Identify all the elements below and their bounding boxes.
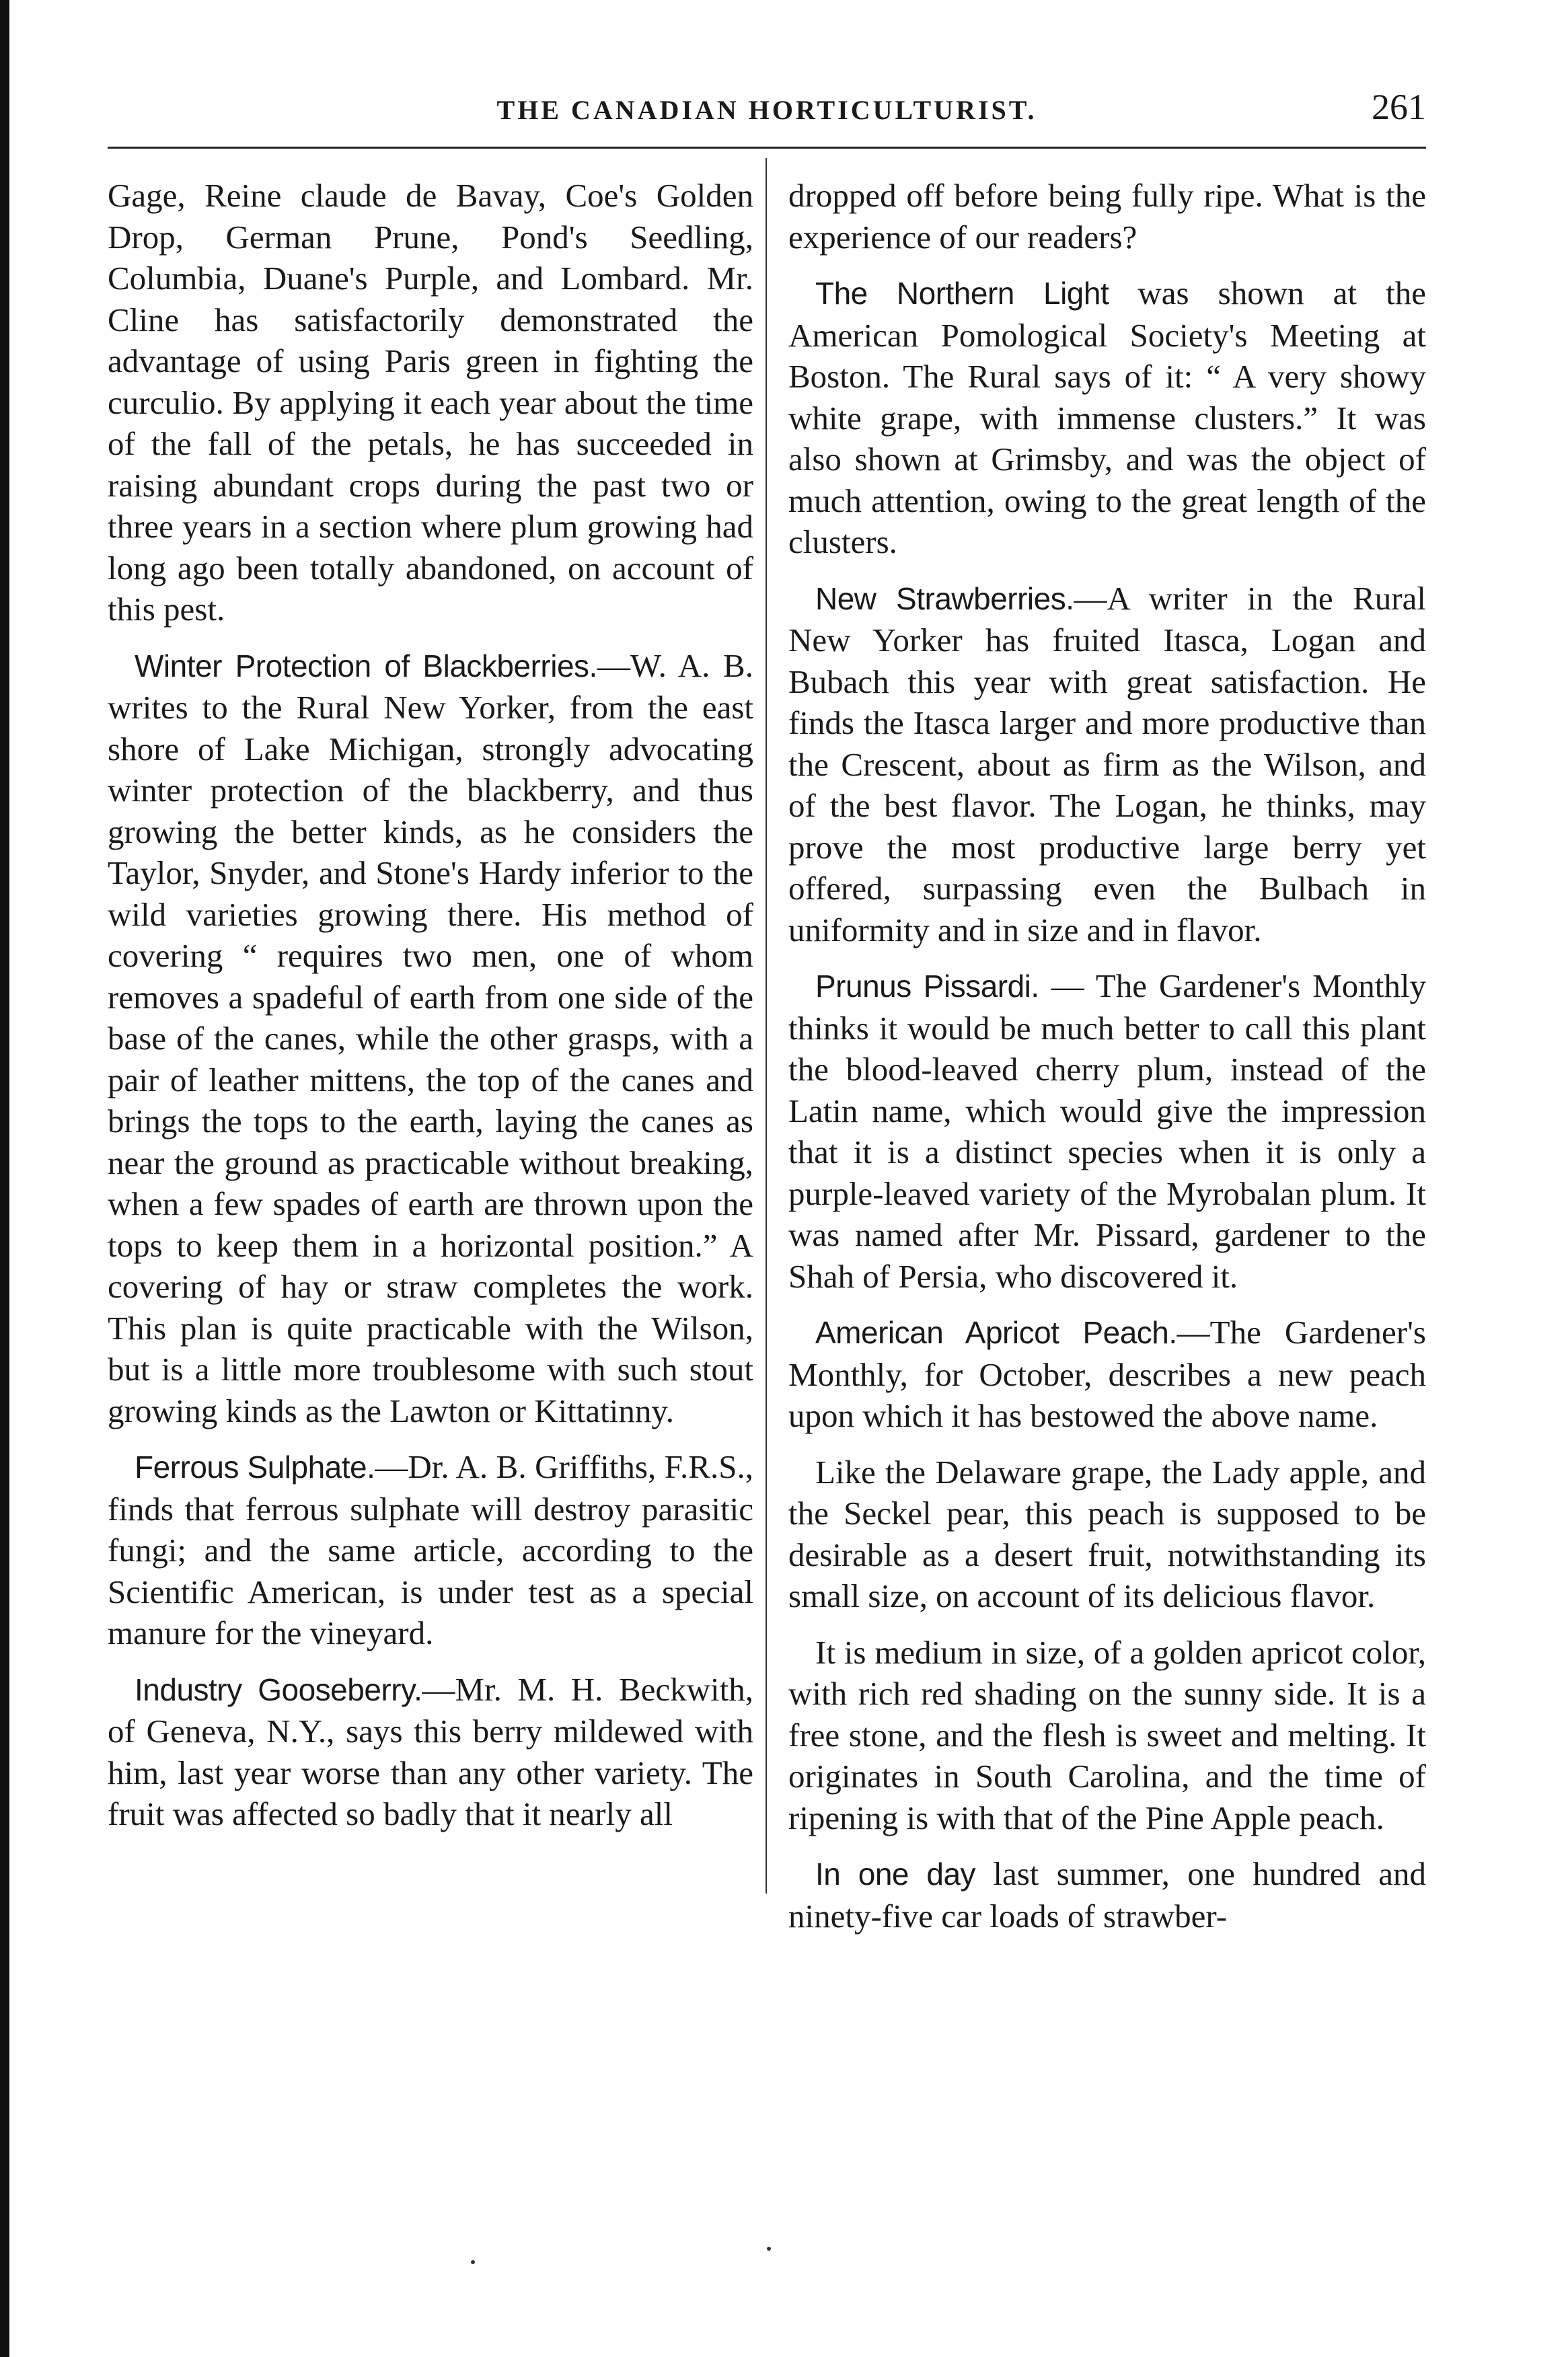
paragraph-delaware: Like the Delaware grape, the Lady apple, and the Seckel pear, this peach is supposed to be desirable as a desert fruit, notwithstanding its small size, on account of its delicious flavor.: [788, 1453, 1426, 1614]
journal-title: THE CANADIAN HORTICULTURIST.: [496, 95, 1037, 125]
paragraph-one-day: [788, 1853, 1426, 1937]
body-apricot-peach: —The Gardener's Monthly, for October, describes a new peach upon which it has bestowed the above name.: [788, 1314, 1427, 1434]
running-header: [108, 86, 1426, 140]
page-number: 261: [1372, 87, 1426, 127]
left-column: [108, 175, 753, 1850]
body-one-day: last summer, one hundred and ninety-five car loads of strawber-: [788, 1855, 1426, 1935]
paragraph-prunus-pissardi: [788, 965, 1426, 1297]
heading-northern-light: The Northern Light: [815, 276, 1109, 311]
body-northern-light: was shown at the American Pomological Society's Meeting at Boston. The Rural says of it: “ A very showy white grape, with immense clusters.” It was also shown at Grimsby, and was the object of much attention, owing to the great length of the clusters.: [788, 274, 1426, 560]
paragraph-gooseberry-cont: dropped off before being fully ripe. What is the experience of our readers?: [788, 177, 1426, 256]
heading-apricot-peach: American Apricot Peach.: [815, 1315, 1177, 1350]
heading-one-day: In one day: [815, 1857, 976, 1892]
heading-ferrous-sulphate: Ferrous Sulphate.: [135, 1450, 375, 1485]
heading-gooseberry: Industry Gooseberry.: [135, 1672, 422, 1707]
paragraph-ferrous-sulphate: [108, 1446, 753, 1654]
paragraph-northern-light: [788, 272, 1426, 563]
paragraph-strawberries: [788, 578, 1426, 951]
paragraph-plums: Gage, Reine claude de Bavay, Coe's Golden Drop, German Prune, Pond's Seedling, Columbia, Duane's Purple, and Lombard. Mr. Cline has satisfactorily demonstrated the advantage of using Paris green in fighting the curculio. By applying it each year about the time of the fall of the petals, he has succeeded in raising abundant crops during the past two or three years in a section where plum growing had long ago been totally abandoned, on account of this pest.: [108, 177, 753, 628]
footer-specks: [471, 2247, 874, 2274]
paragraph-blackberries: [108, 645, 753, 1432]
header-rule: [108, 147, 1426, 149]
body-prunus-pissardi: — The Gardener's Monthly thinks it would be much better to call this plant the blood-leaved cherry plum, instead of the Latin name, which would give the impression that it is a distinct species when it is only a purple-leaved variety of the Myrobalan plum. It was named after Mr. Pissard, gardener to the Shah of Persia, who discovered it.: [788, 967, 1426, 1295]
body-gooseberry: —Mr. M. H. Beckwith, of Geneva, N.Y., says this berry mildewed with him, last year worse than any other variety. The fruit was affected so badly that it nearly all: [108, 1670, 754, 1832]
body-strawberries: —A writer in the Rural New Yorker has fruited Itasca, Logan and Bubach this year with great satisfaction. He finds the Itasca larger and more productive than the Crescent, about as firm as the Wilson, and of the best flavor. The Logan, he thinks, may prove the most productive large berry yet offered, surpassing even the Bulbach in uniformity and in size and in flavor.: [788, 579, 1426, 948]
body-blackberries: —W. A. B. writes to the Rural New Yorker, from the east shore of Lake Michigan, strongly advocating winter protection of the blackberry, and thus growing the better kinds, as he considers the Taylor, Snyder, and Stone's Hardy inferior to the wild varieties growing there. His method of covering “ requires two men, one of whom removes a spadeful of earth from one side of the base of the canes, while the other grasps, with a pair of leather mittens, the top of the canes and brings the tops to the earth, laying the canes as near the ground as practicable without breaking, when a few spades of earth are thrown upon the tops to keep them in a horizontal position.” A covering of hay or straw completes the work. This plan is quite practicable with the Wilson, but is a little more troublesome with such stout growing kinds as the Lawton or Kittatinny.: [108, 646, 753, 1429]
heading-prunus-pissardi: Prunus Pissardi.: [815, 969, 1039, 1004]
heading-blackberries: Winter Protection of Blackberries.: [135, 648, 597, 683]
heading-strawberries: New Strawberries.: [815, 581, 1074, 616]
right-column: [788, 175, 1426, 1951]
column-divider: [766, 158, 767, 1894]
scan-edge: [0, 0, 9, 2357]
paragraph-medium-size: It is medium in size, of a golden apricot color, with rich red shading on the sunny side. It is a free stone, and the flesh is sweet and melting. It originates in South Carolina, and the time of ripening is with that of the Pine Apple peach.: [788, 1633, 1426, 1836]
paragraph-gooseberry: [108, 1669, 753, 1835]
body-ferrous-sulphate: —Dr. A. B. Griffiths, F.R.S., finds that ferrous sulphate will destroy parasitic fungi; and the same article, according to the Scientific American, is under test as a special manure for the vineyard.: [108, 1448, 753, 1651]
paragraph-apricot-peach: [788, 1312, 1426, 1437]
